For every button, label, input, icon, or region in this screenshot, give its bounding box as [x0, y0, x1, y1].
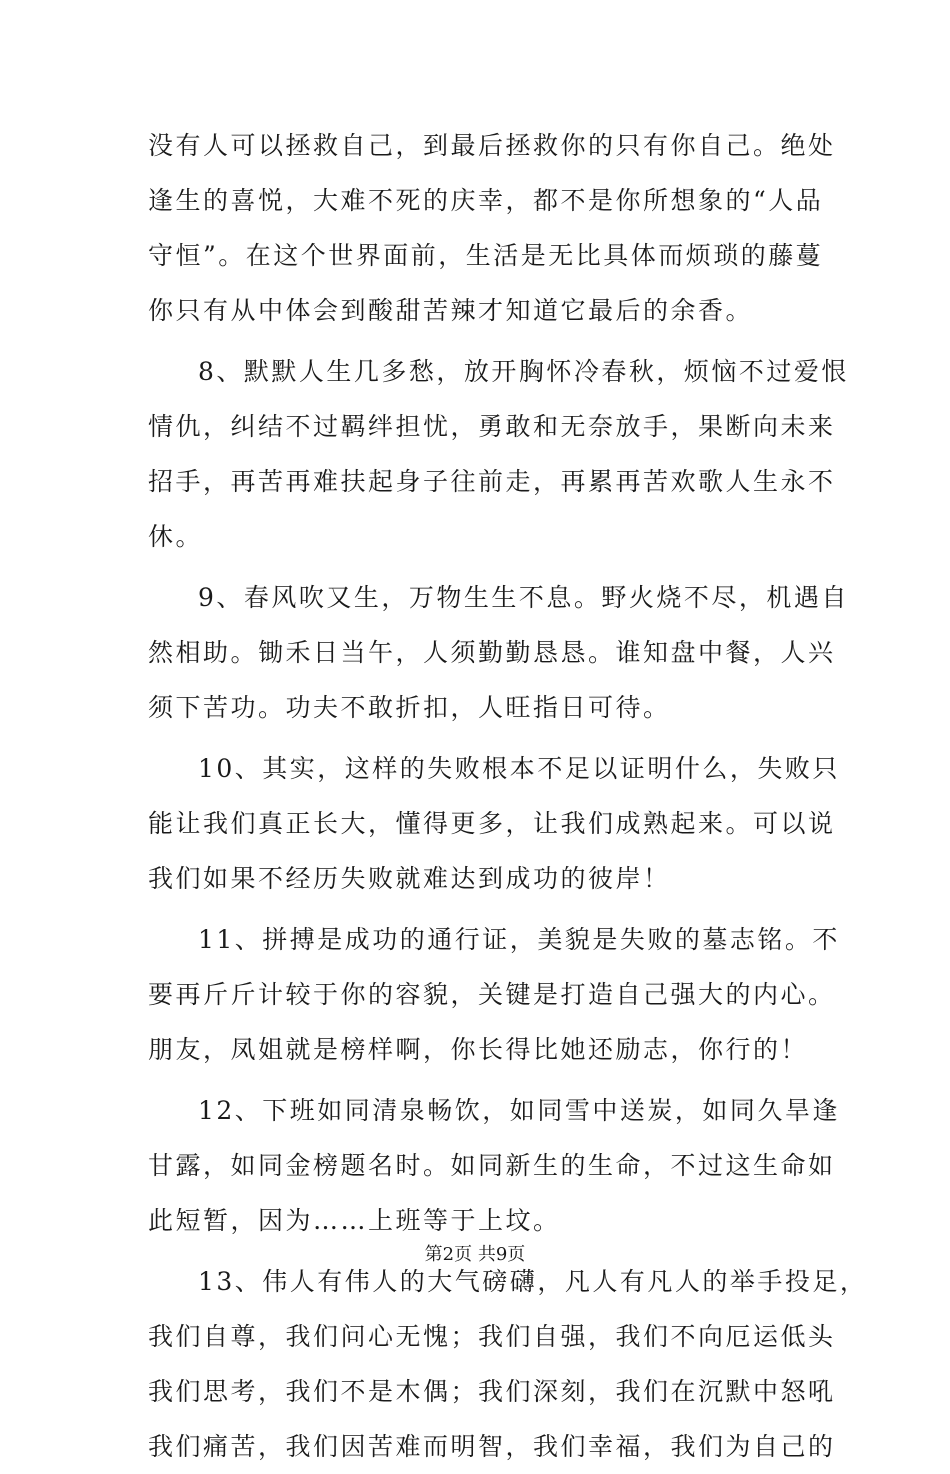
text-line: 我们思考，我们不是木偶；我们深刻，我们在沉默中怒吼 — [148, 1377, 836, 1406]
text-line: 9、春风吹又生，万物生生不息。野火烧不尽，机遇自 — [198, 583, 849, 612]
text-line: 守恒”。在这个世界面前，生活是无比具体而烦琐的藤蔓 — [148, 241, 824, 270]
page-footer: 第2页 共9页 — [424, 1244, 526, 1265]
text-line: 我们自尊，我们问心无愧；我们自强，我们不向厄运低头 — [148, 1322, 836, 1351]
document-body — [148, 118, 868, 1474]
text-line: 8、默默人生几多愁，放开胸怀冷春秋，烦恼不过爱恨 — [198, 357, 849, 386]
text-line: 能让我们真正长大，懂得更多，让我们成熟起来。可以说 — [148, 809, 836, 838]
text-line: 须下苦功。功夫不敢折扣，人旺指日可待。 — [148, 693, 671, 722]
text-line: 13、伟人有伟人的大气磅礴，凡人有凡人的举手投足， — [198, 1267, 868, 1296]
paragraph-p-10 — [148, 741, 840, 906]
paragraph-p-9 — [148, 570, 849, 735]
paragraph-p-11 — [148, 912, 840, 1077]
text-line: 情仇，纠结不过羁绊担忧，勇敢和无奈放手，果断向未来 — [148, 412, 836, 441]
text-line: 10、其实，这样的失败根本不足以证明什么，失败只 — [198, 754, 840, 783]
text-line: 没有人可以拯救自己，到最后拯救你的只有你自己。绝处 — [148, 131, 836, 160]
text-line: 休。 — [148, 522, 204, 551]
text-line: 招手，再苦再难扶起身子往前走，再累再苦欢歌人生永不 — [148, 467, 836, 496]
text-line: 朋友，凤姐就是榜样啊，你长得比她还励志，你行的！ — [148, 1035, 809, 1064]
text-line: 要再斤斤计较于你的容貌，关键是打造自己强大的内心。 — [148, 980, 836, 1009]
text-line: 我们痛苦，我们因苦难而明智，我们幸福，我们为自己的 — [148, 1432, 836, 1461]
text-line: 逢生的喜悦，大难不死的庆幸，都不是你所想象的“人品 — [148, 186, 824, 215]
text-line: 12、下班如同清泉畅饮，如同雪中送炭，如同久旱逢 — [198, 1096, 840, 1125]
text-line: 你只有从中体会到酸甜苦辣才知道它最后的余香。 — [148, 296, 754, 325]
text-line: 我们如果不经历失败就难达到成功的彼岸！ — [148, 864, 671, 893]
text-line: 11、拼搏是成功的通行证，美貌是失败的墓志铭。不 — [198, 925, 840, 954]
paragraph-p-13 — [148, 1254, 868, 1474]
text-line: 甘露，如同金榜题名时。如同新生的生命，不过这生命如 — [148, 1151, 836, 1180]
paragraph-p-continued — [148, 118, 836, 338]
text-line: 此短暂，因为……上班等于上坟。 — [148, 1206, 561, 1235]
paragraph-p-8 — [148, 344, 849, 564]
paragraph-p-12 — [148, 1083, 840, 1248]
text-line: 然相助。锄禾日当午，人须勤勤恳恳。谁知盘中餐，人兴 — [148, 638, 836, 667]
